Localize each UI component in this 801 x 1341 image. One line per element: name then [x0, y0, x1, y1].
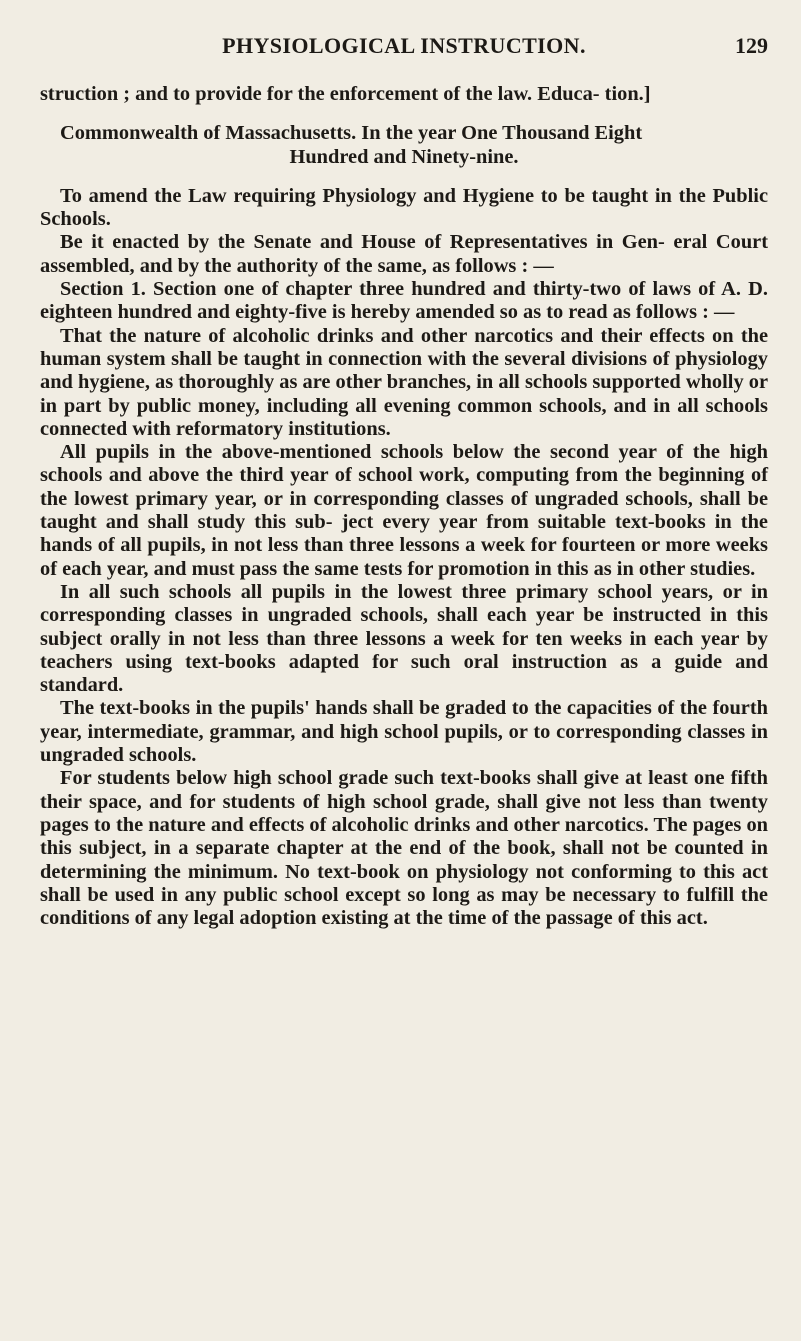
- paragraph-gap: [40, 106, 768, 122]
- paragraph-2-line-1: Commonwealth of Massachusetts. In the year One Thousand Eight: [60, 122, 643, 145]
- paragraph-10: For students below high school grade such text-books shall give at least one fifth their space, and for students of high school grade, shall give not less than twenty pages to the nature and effects of alcoholic drinks and other narcotics. The pages on this subject, in a separate chapter at the end of the book, shall not be counted in determining the minimum. No text-book on physiology not conforming to this act shall be used in any public school except so long as may be necessary to fulfill the conditions of any legal adoption existing at the time of the passage of this act.: [40, 767, 768, 930]
- paragraph-7: All pupils in the above-mentioned schools below the second year of the high schools and above the third year of school work, computing from the beginning of the lowest primary year, or in corresponding classes of ungraded schools, shall be taught and shall study this sub- ject every year from suitable text-books in the hands of all pupils, in not less than three lessons a week for fourteen or more weeks of each year, and must pass the same tests for promotion in this as in other studies.: [40, 441, 768, 580]
- paragraph-9: The text-books in the pupils' hands shall be graded to the capacities of the fourth year, intermediate, grammar, and high school pupils, or to corresponding classes in ungraded schools.: [40, 697, 768, 767]
- paragraph-8: In all such schools all pupils in the lowest three primary school years, or in corresponding classes in ungraded schools, shall each year be instructed in this subject orally in not less than three lessons a week for ten weeks in each year by teachers using text-books adapted for such oral instruction as a guide and standard.: [40, 580, 768, 697]
- page-body: [40, 83, 768, 930]
- page-number: 129: [735, 33, 768, 58]
- running-header: [40, 33, 768, 61]
- page-title: PHYSIOLOGICAL INSTRUCTION.: [222, 33, 586, 58]
- paragraph-1: struction ; and to provide for the enforcement of the law. Educa- tion.]: [40, 83, 651, 105]
- paragraph-3: To amend the Law requiring Physiology and Hygiene to be taught in the Public Schools.: [40, 184, 768, 231]
- paragraph-6: That the nature of alcoholic drinks and other narcotics and their effects on the human system shall be taught in connection with the several divisions of physiology and hygiene, as thoroughly as are other branches, in all schools supported wholly or in part by public money, including all evening common schools, and in all schools connected with reformatory institutions.: [40, 324, 768, 440]
- paragraph-5: Section 1. Section one of chapter three hundred and thirty-two of laws of A. D. eighteen hundred and eighty-five is hereby amended so as to read as follows : —: [40, 278, 768, 324]
- paragraph-gap: [40, 169, 768, 185]
- paragraph-2-line-2: Hundred and Ninety-nine.: [289, 145, 519, 168]
- paragraph-4: Be it enacted by the Senate and House of Representatives in Gen- eral Court assembled, and by the authority of the same, as follows : —: [40, 231, 768, 277]
